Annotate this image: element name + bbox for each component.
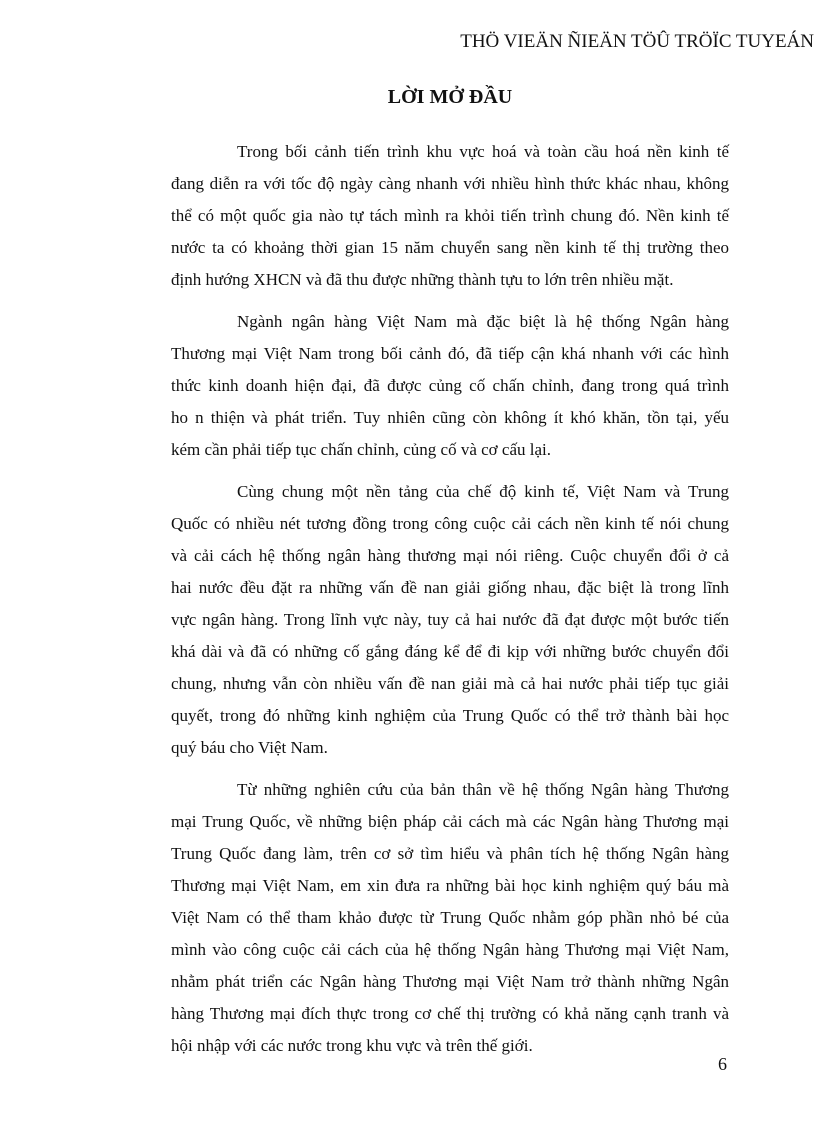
text-line: thể có một quốc gia nào tự tách mình ra khỏi tiến trình chung đó. Nền kinh tế [171,206,729,225]
text-line: vực ngân hàng. Trong lĩnh vực này, tuy cả hai nước đã đạt được một bước tiến [171,610,729,629]
text-line: Cùng chung một nền tảng của chế độ kinh tế, Việt Nam và Trung [237,482,729,501]
text-line: nước ta có khoảng thời gian 15 năm chuyển sang nền kinh tế thị trường theo [171,238,729,257]
paragraph [171,136,729,296]
text-line: hai nước đều đặt ra những vấn đề nan giải giống nhau, đặc biệt là trong lĩnh [171,578,729,597]
text-line: mại Trung Quốc, về những biện pháp cải cách mà các Ngân hàng Thương mại [171,812,729,831]
paragraph [171,476,729,764]
text-line: định hướng XHCN và đã thu được những thành tựu to lớn trên nhiều mặt. [171,270,674,289]
page-title: LỜI MỞ ĐẦU [387,86,513,108]
page-number: 6 [718,1054,727,1074]
text-line: Trong bối cảnh tiến trình khu vực hoá và toàn cầu hoá nền kinh tế [237,142,729,161]
text-line: đang diễn ra với tốc độ ngày càng nhanh với nhiều hình thức khác nhau, không [171,174,729,193]
text-line: và cải cách hệ thống ngân hàng thương mại nói riêng. Cuộc chuyển đổi ở cả [171,546,729,565]
text-line: Thương mại Việt Nam, em xin đưa ra những bài học kinh nghiệm quý báu mà [171,876,729,895]
text-line: chung, nhưng vẫn còn nhiều vấn đề nan giải mà cả hai nước phải tiếp tục giải [171,674,729,693]
text-line: Thương mại Việt Nam trong bối cảnh đó, đã tiếp cận khá nhanh với các hình [171,344,729,363]
text-line: Trung Quốc đang làm, trên cơ sở tìm hiểu và phân tích hệ thống Ngân hàng [171,844,729,863]
text-line: quý báu cho Việt Nam. [171,738,328,757]
text-line: Việt Nam có thể tham khảo được từ Trung Quốc nhằm góp phần nhỏ bé của [171,908,729,927]
paragraph [171,774,729,1062]
text-line: thức kinh doanh hiện đại, đã được củng cố chấn chỉnh, đang trong quá trình [171,376,729,395]
text-line: hội nhập với các nước trong khu vực và trên thế giới. [171,1036,533,1055]
text-line: Từ những nghiên cứu của bản thân về hệ thống Ngân hàng Thương [237,780,729,799]
document-body [171,136,729,1072]
text-line: quyết, trong đó những kinh nghiệm của Trung Quốc có thể trở thành bài học [171,706,729,725]
text-line: kém cần phải tiếp tục chấn chỉnh, củng cố và cơ cấu lại. [171,440,552,459]
text-line: hàng Thương mại đích thực trong cơ chế thị trường có khả năng cạnh tranh và [171,1004,729,1023]
text-line: Quốc có nhiều nét tương đồng trong công cuộc cải cách nền kinh tế nói chung [171,514,729,533]
text-line: nhằm phát triển các Ngân hàng Thương mại Việt Nam trở thành những Ngân [171,972,729,991]
text-line: ho n thiện và phát triển. Tuy nhiên cũng còn không ít khó khăn, tồn tại, yếu [171,408,729,427]
text-line: mình vào công cuộc cải cách của hệ thống Ngân hàng Thương mại Việt Nam, [171,940,729,959]
paragraph [171,306,729,466]
running-header: THÖ VIEÄN ÑIEÄN TÖÛ TRÖÏC TUYEÁN [460,31,814,52]
text-line: khá dài và đã có những cố gắng đáng kể để đi kịp với những bước chuyển đổi [171,642,729,661]
text-line: Ngành ngân hàng Việt Nam mà đặc biệt là hệ thống Ngân hàng [237,312,729,331]
